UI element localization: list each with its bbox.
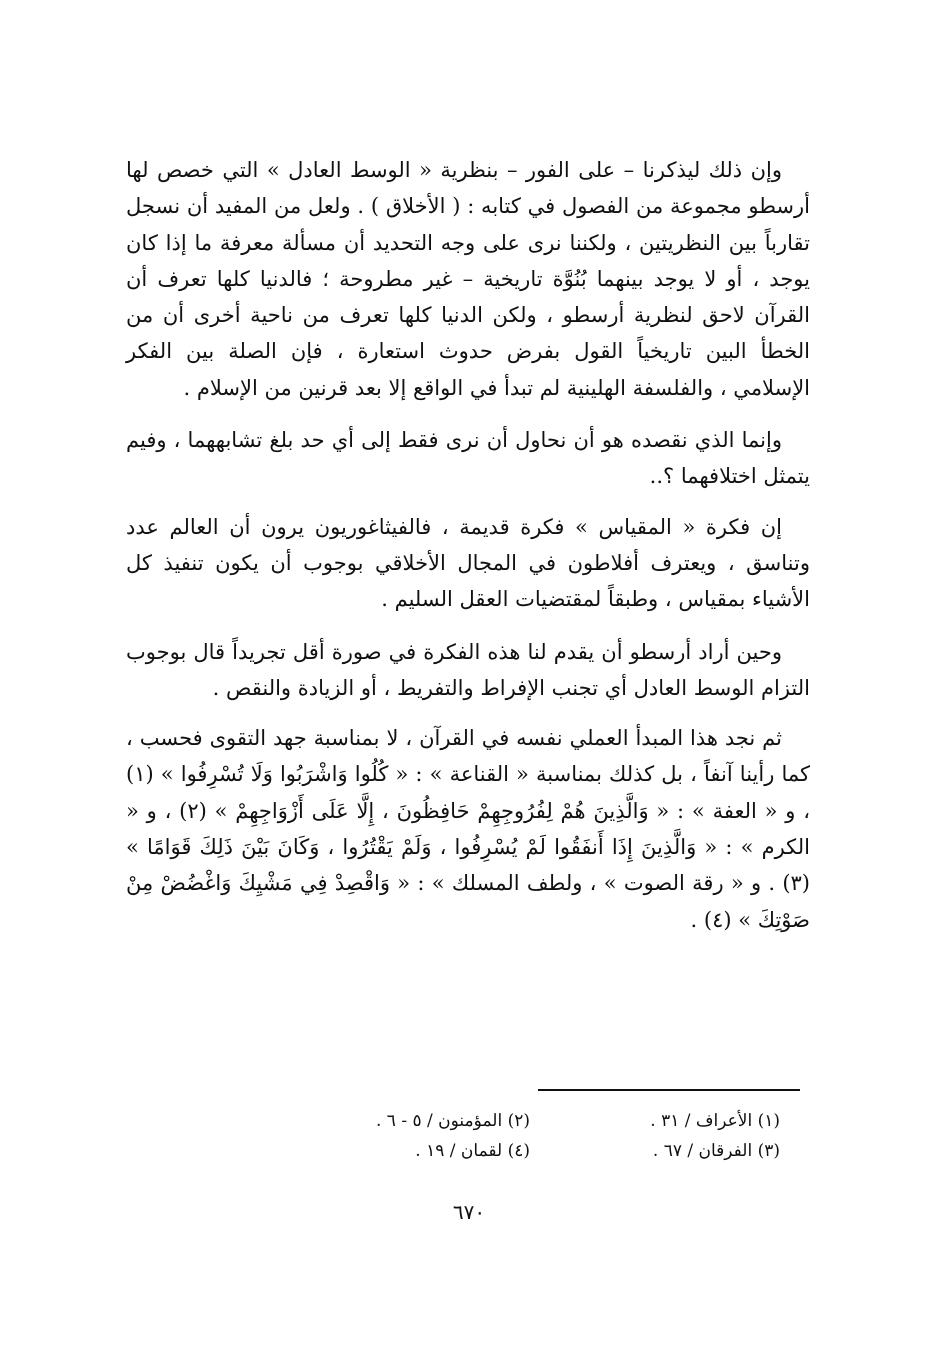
footnote-row [320, 1106, 780, 1136]
paragraph: ثم نجد هذا المبدأ العملي نفسه في القرآن ، لا بمناسبة جهد التقوى فحسب ، كما رأينا آنفاً ، بل كذلك بمناسبة « القناعة » : « كُلُوا وَاشْرَبُوا وَلَا تُسْرِفُوا » (١) ، و « العفة » : « وَالَّذِينَ هُمْ لِفُرُوجِهِمْ حَافِظُونَ ، إِلَّا عَلَى أَزْوَاجِهِمْ » (٢) ، و « الكرم » : « وَالَّذِينَ إِذَا أَنفَقُوا لَمْ يُسْرِفُوا ، وَلَمْ يَقْتُرُوا ، وَكَانَ بَيْنَ ذَلِكَ قَوَامًا » (٣) . و « رقة الصوت » ، ولطف المسلك » : « وَاقْصِدْ فِي مَشْيِكَ وَاغْضُضْ مِنْ صَوْتِكَ » (٤) . [126, 726, 810, 932]
paragraph: وحين أراد أرسطو أن يقدم لنا هذه الفكرة في صورة أقل تجريداً قال بوجوب التزام الوسط العادل أي تجنب الإفراط والتفريط ، أو الزيادة والنقص . [126, 639, 810, 700]
paragraph: إن فكرة « المقياس » فكرة قديمة ، فالفيثاغوريون يرون أن العالم عدد وتناسق ، ويعترف أفلاطون في المجال الأخلاقي بوجوب أن يكون تنفيذ كل الأشياء بمقياس ، وطبقاً لمقتضيات العقل السليم . [126, 514, 810, 612]
footnotes [320, 1106, 780, 1166]
footnote-divider [538, 1089, 800, 1091]
footnote: (١) الأعراف / ٣١ . [650, 1111, 780, 1131]
footnote: (٤) لقمان / ١٩ . [415, 1141, 530, 1161]
footnote-row [320, 1136, 780, 1166]
main-text [126, 152, 810, 938]
page-number: ٦٧٠ [452, 1200, 486, 1224]
paragraph: وإنما الذي نقصده هو أن نحاول أن نرى فقط إلى أي حد بلغ تشابههما ، وفيم يتمثل اختلافهما ؟.. [126, 428, 810, 489]
paragraph: وإن ذلك ليذكرنا – على الفور – بنظرية « الوسط العادل » التي خصص لها أرسطو مجموعة من الفصول في كتابه : ( الأخلاق ) . ولعل من المفيد أن نسجل تقارباً بين النظريتين ، ولكننا نرى على وجه التحديد أن مسألة معرفة ما إذا كان يوجد ، أو لا يوجد بينهما بُنُوَّة تاريخية – غير مطروحة ؛ فالدنيا كلها تعرف أن القرآن لاحق لنظرية أرسطو ، ولكن الدنيا كلها تعرف من ناحية أخرى أن من الخطأ البين تاريخياً القول بفرض حدوث استعارة ، فإن الصلة بين الفكر الإسلامي ، والفلسفة الهلينية لم تبدأ في الواقع إلا بعد قرنين من الإسلام . [126, 158, 810, 400]
footnote: (٢) المؤمنون / ٥ - ٦ . [375, 1111, 530, 1131]
footnote: (٣) الفرقان / ٦٧ . [652, 1141, 780, 1161]
